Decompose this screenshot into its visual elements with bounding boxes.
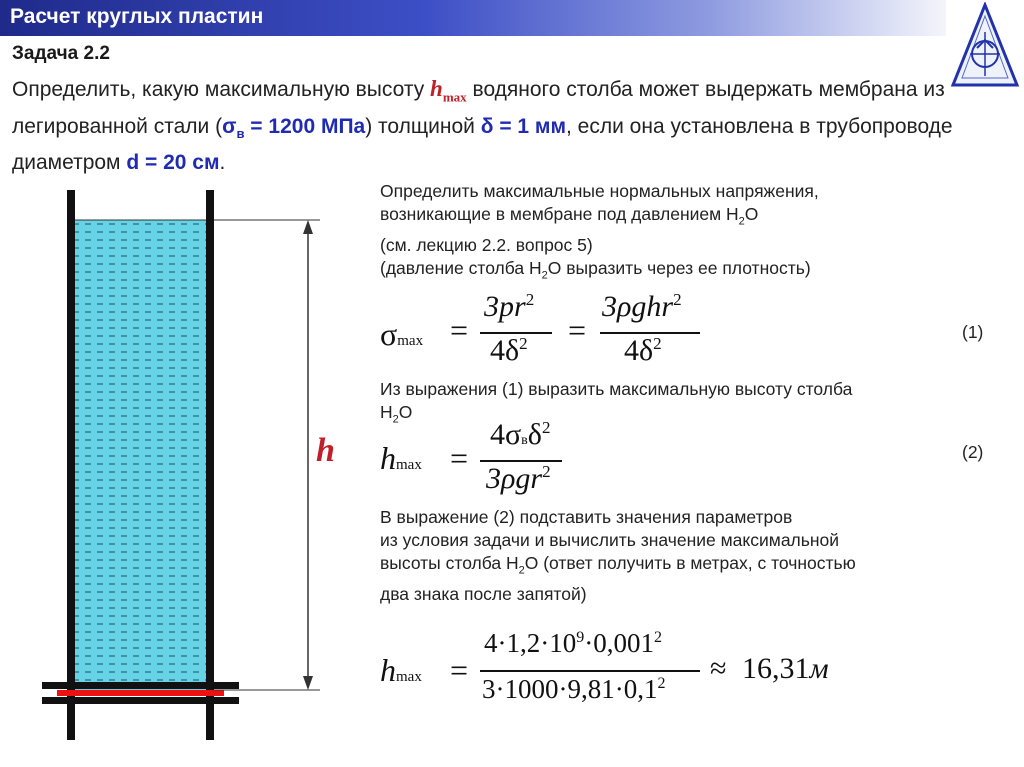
step-3-text [380,506,1010,606]
diameter-value: d = 20 см [126,150,220,174]
max-subscript: max [396,457,422,473]
power: 2 [519,334,528,353]
equals-sign: = [450,312,469,348]
sigma-symbol: σ [380,316,398,352]
result-value: 16,31 [742,652,810,685]
h-letter: h [430,76,443,101]
subscript: 2 [738,215,745,228]
water-column-diagram [0,180,360,745]
equals-sign: = [568,312,587,348]
sigma-number: = 1200 МПа [244,114,366,138]
power: 2 [542,462,551,481]
h-symbol: h [380,652,396,688]
text-run: O (ответ получить в метрах, с точностью [524,553,856,573]
flange-top [42,682,239,689]
max-subscript: max [396,669,422,685]
text-run: (давление столба H [380,257,542,278]
power: 9 [576,629,585,646]
subscript: 2 [518,564,525,577]
step-text-line: Определить максимальные нормальных напряжения, [380,181,819,201]
text-run: H [380,402,393,422]
step-text-line [380,203,1010,234]
numerator: 4·1,2·10 [484,628,577,658]
power: 2 [653,629,662,646]
height-label: h [316,432,335,469]
statement-text: Определить, какую максимальную высоту [12,78,431,101]
power: 2 [653,334,662,353]
formula-3 [380,622,860,722]
subscript: 2 [541,269,548,281]
text-run: O [744,204,759,224]
membrane [57,690,224,696]
power: 2 [525,290,535,309]
denominator: 3ρgr [486,462,543,495]
numerator: 3pr [484,290,526,323]
step-text-line: (см. лекцию 2.2. вопрос 5) [380,234,593,255]
h-max-symbol [430,76,467,105]
sigma-value [222,114,366,141]
subscript: в [521,433,528,448]
subscript: 2 [392,413,399,426]
dim-arrow-head-top [303,220,313,234]
statement-text: водяного столба может выдержать мембрана из легированной стали ( [12,78,945,138]
problem-statement [12,74,1002,177]
h-subscript: max [442,89,467,105]
statement-text: ) толщиной [365,114,481,138]
numerator-tail: δ [527,418,542,451]
fraction-bar [480,670,700,672]
text-run: O выразить через ее плотность) [547,257,811,278]
power: 2 [541,418,551,437]
approx-sign: ≈ [710,652,727,685]
result-unit: м [809,652,829,685]
equals-sign: = [450,652,469,688]
formula-1 [380,290,710,380]
denominator: 3·1000·9,81·0,1 [482,674,658,704]
equals-sign: = [450,440,469,476]
step-text-line: В выражение (2) подставить значения параметров [380,507,793,527]
step-text-line [380,552,1010,583]
formula-2 [380,418,600,508]
sigma-subscript: в [236,125,245,141]
delta-value: δ = 1 мм [480,114,567,138]
step-text-line: из условия задачи и вычислить значение максимальной [380,530,840,550]
h-symbol: h [380,440,396,476]
equation-2-number: (2) [962,442,984,462]
power: 2 [673,290,682,309]
text-run: O [398,402,413,422]
numerator: 4σ [490,418,522,451]
denominator: 4δ [490,334,520,367]
sigma-letter: σ [222,114,237,138]
slide-title: Расчет круглых пластин [10,5,264,28]
text-run: возникающие в мембране под давлением H [380,204,739,224]
pipe-left-wall [67,190,75,740]
statement-text: , если она установлена в трубопроводе диаметром [12,114,953,174]
statement-text: . [219,150,226,174]
water-fill [75,220,206,690]
flange-bottom [42,697,239,704]
numerator: 3ρghr [602,290,674,323]
step-1-text [380,180,1010,287]
step-text-line: два знака после запятой) [380,583,587,604]
pipe-right-wall [206,190,214,740]
dim-arrow-head-bottom [303,676,313,690]
numerator-tail: ·0,001 [584,628,654,658]
text-run: высоты столба H [380,553,519,573]
step-text-line: Из выражения (1) выразить максимальную высоту столба [380,379,853,399]
equation-1-number: (1) [962,322,984,342]
max-subscript: max [397,333,424,349]
title-bar [0,0,946,36]
denominator: 4δ [624,334,654,367]
step-text-line [380,257,1010,288]
task-title: Задача 2.2 [12,43,110,64]
power: 2 [657,675,666,692]
